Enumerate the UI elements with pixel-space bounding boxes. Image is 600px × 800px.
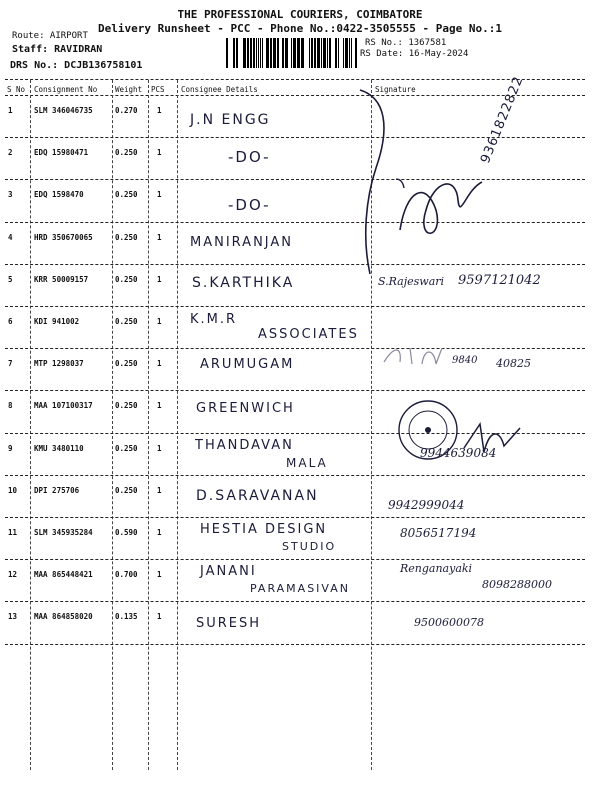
signature-scribble-icon <box>396 170 486 250</box>
row-sno: 2 <box>8 148 13 158</box>
row-consignment-no: MAA 107100317 <box>34 401 93 411</box>
barcode-bar <box>323 38 326 68</box>
row-weight: 0.135 <box>115 612 138 622</box>
barcode-bar <box>355 38 357 68</box>
staff-label: Staff: RAVIDRAN <box>12 44 103 55</box>
row-pcs: 1 <box>157 274 162 284</box>
signature-scribble-icon <box>380 342 460 368</box>
column-header-sno: S No <box>7 85 26 94</box>
barcode-bar <box>262 38 263 68</box>
row-sno: 9 <box>8 443 13 453</box>
row-sno: 4 <box>8 232 13 242</box>
barcode-bar <box>335 38 337 68</box>
barcode-bar <box>301 38 304 68</box>
row-consignee-handwritten: THANDAVAN <box>195 437 294 453</box>
row-consignee-handwritten: D.SARAVANAN <box>196 487 319 504</box>
row-divider <box>5 517 585 518</box>
barcode-bar <box>349 38 350 68</box>
row-consignee-handwritten-line2: STUDIO <box>282 540 337 553</box>
row-sno: 5 <box>8 274 13 284</box>
row-divider <box>5 264 585 265</box>
row-pcs: 1 <box>157 570 162 580</box>
row-weight: 0.270 <box>115 106 138 115</box>
row-signature-phone: 8098288000 <box>482 578 552 592</box>
row-consignment-no: KRR 50009157 <box>34 274 89 284</box>
rs-number: RS No.: 1367581 <box>365 38 447 48</box>
column-divider <box>177 80 178 770</box>
row-sno: 10 <box>8 485 18 495</box>
row-pcs: 1 <box>157 359 162 369</box>
row-sno: 13 <box>8 612 18 622</box>
drs-number: DRS No.: DCJB136758101 <box>10 60 143 71</box>
company-stamp-icon <box>396 398 460 462</box>
row-consignee-handwritten: JANANI <box>200 564 257 580</box>
row-pcs: 1 <box>157 190 162 200</box>
row-pcs: 1 <box>157 485 162 495</box>
barcode-bar <box>233 38 235 68</box>
company-title: THE PROFESSIONAL COURIERS, COIMBATORE <box>177 8 423 21</box>
barcode-bar <box>317 38 320 68</box>
route-label: Route: AIRPORT <box>12 31 88 41</box>
barcode-bar <box>343 38 344 68</box>
barcode-bar <box>253 38 255 68</box>
row-consignment-no: EDQ 15980471 <box>34 148 89 158</box>
barcode-bar <box>266 38 269 68</box>
row-consignee-handwritten: ARUMUGAM <box>200 357 295 373</box>
row-signature: 9944639084 <box>420 445 497 460</box>
row-sno: 11 <box>8 528 18 537</box>
row-weight: 0.590 <box>115 528 138 537</box>
row-pcs: 1 <box>157 148 162 158</box>
row-consignment-no: SLM 345935284 <box>34 528 93 537</box>
row-consignee-handwritten: S.KARTHIKA <box>192 274 295 291</box>
barcode-bar <box>243 38 246 68</box>
barcode-bar <box>285 38 288 68</box>
row-consignee-handwritten: SURESH <box>196 616 262 632</box>
row-divider <box>5 348 585 349</box>
row-weight: 0.250 <box>115 148 138 158</box>
row-signature-phone: 40825 <box>496 357 531 371</box>
row-pcs: 1 <box>157 401 162 411</box>
row-weight: 0.250 <box>115 401 138 411</box>
barcode-bar <box>247 38 249 68</box>
row-signature: 9500600078 <box>414 616 484 630</box>
barcode-bar <box>236 38 238 68</box>
barcode-bar <box>345 38 348 68</box>
runsheet-subtitle: Delivery Runsheet - PCC - Phone No.:0422-3505555 - Page No.:1 <box>98 22 502 35</box>
row-pcs: 1 <box>157 232 162 242</box>
row-consignee-handwritten-line2: PARAMASIVAN <box>250 582 350 596</box>
row-weight: 0.700 <box>115 570 138 580</box>
row-pcs: 1 <box>157 106 162 115</box>
row-sno: 1 <box>8 106 13 115</box>
barcode-bar <box>270 38 272 68</box>
row-sno: 7 <box>8 359 13 369</box>
margin-phone-note: 9361822822 <box>478 74 527 166</box>
column-header-consignment: Consignment No <box>34 85 98 94</box>
barcode-bar <box>327 38 328 68</box>
barcode-bar <box>329 38 331 68</box>
row-consignee-handwritten-line2: MALA <box>286 455 328 470</box>
row-divider <box>5 306 585 307</box>
row-divider <box>5 390 585 391</box>
column-header-consignee: Consignee Details <box>181 85 258 94</box>
row-consignment-no: MAA 865448421 <box>34 570 93 580</box>
row-signature: S.Rajeswari <box>378 274 445 288</box>
barcode-bar <box>321 38 322 68</box>
signature-scribble-icon <box>460 418 530 458</box>
row-divider <box>5 222 585 223</box>
row-pcs: 1 <box>157 317 162 326</box>
row-consignee-handwritten: J.N ENGG <box>190 112 271 128</box>
row-sno: 3 <box>8 190 13 200</box>
barcode-bar <box>277 38 279 68</box>
row-sno: 8 <box>8 401 13 411</box>
table-top-rule <box>5 79 585 80</box>
row-consignment-no: KDI 941002 <box>34 317 80 326</box>
barcode-bar <box>311 38 313 68</box>
row-consignee-handwritten: GREENWICH <box>196 401 295 417</box>
row-consignment-no: SLM 346046735 <box>34 106 93 115</box>
row-pcs: 1 <box>157 612 162 622</box>
row-weight: 0.250 <box>115 317 138 326</box>
row-signature: Renganayaki <box>400 562 473 576</box>
barcode-bar <box>226 38 228 68</box>
row-signature: 9840 <box>452 355 478 367</box>
row-weight: 0.250 <box>115 190 138 200</box>
row-weight: 0.250 <box>115 443 138 453</box>
barcode-bar <box>260 38 261 68</box>
row-consignment-no: MAA 864858020 <box>34 612 93 622</box>
barcode-bar <box>351 38 352 68</box>
signature-scribble-icon <box>356 88 392 278</box>
row-consignment-no: MTP 1298037 <box>34 359 84 369</box>
row-consignee-handwritten: K.M.R <box>190 312 238 327</box>
barcode-bar <box>293 38 296 68</box>
barcode-bar <box>338 38 339 68</box>
barcode-bar <box>282 38 284 68</box>
row-divider <box>5 179 585 180</box>
row-signature: 9942999044 <box>388 497 465 512</box>
row-consignee-handwritten-line2: ASSOCIATES <box>258 327 359 342</box>
row-divider <box>5 644 585 645</box>
header-bottom-rule <box>5 95 585 96</box>
barcode-bar <box>314 38 316 68</box>
row-divider <box>5 475 585 476</box>
column-divider <box>148 80 149 770</box>
barcode-bar <box>258 38 259 68</box>
row-divider <box>5 601 585 602</box>
barcode-bar <box>297 38 300 68</box>
row-pcs: 1 <box>157 443 162 453</box>
barcode-bar <box>291 38 292 68</box>
row-consignment-no: EDQ 1598470 <box>34 190 84 200</box>
barcode-bar <box>256 38 257 68</box>
row-consignee-handwritten: -DO- <box>228 148 271 167</box>
column-header-signature: Signature <box>375 85 416 94</box>
rs-date: RS Date: 16-May-2024 <box>360 49 469 59</box>
barcode-bar <box>273 38 276 68</box>
barcode-icon <box>226 38 358 68</box>
barcode-bar <box>250 38 252 68</box>
row-weight: 0.250 <box>115 232 138 242</box>
row-signature: 8056517194 <box>400 526 477 540</box>
row-consignment-no: DPI 275706 <box>34 485 80 495</box>
row-consignee-handwritten: -DO- <box>228 196 271 215</box>
row-weight: 0.250 <box>115 359 138 369</box>
barcode-bar <box>309 38 310 68</box>
row-sno: 6 <box>8 317 13 326</box>
row-pcs: 1 <box>157 528 162 537</box>
row-sno: 12 <box>8 570 18 580</box>
column-divider <box>30 80 31 770</box>
row-weight: 0.250 <box>115 485 138 495</box>
row-consignment-no: KMU 3480110 <box>34 443 84 453</box>
column-header-weight: Weight <box>115 85 143 94</box>
row-signature-phone: 9597121042 <box>458 272 541 288</box>
row-weight: 0.250 <box>115 274 138 284</box>
row-divider <box>5 559 585 560</box>
row-consignee-handwritten: HESTIA DESIGN <box>200 522 328 537</box>
column-divider <box>112 80 113 770</box>
column-header-pcs: PCS <box>151 85 165 94</box>
row-consignee-handwritten: MANIRANJAN <box>190 234 294 250</box>
row-consignment-no: HRD 350670065 <box>34 232 93 242</box>
